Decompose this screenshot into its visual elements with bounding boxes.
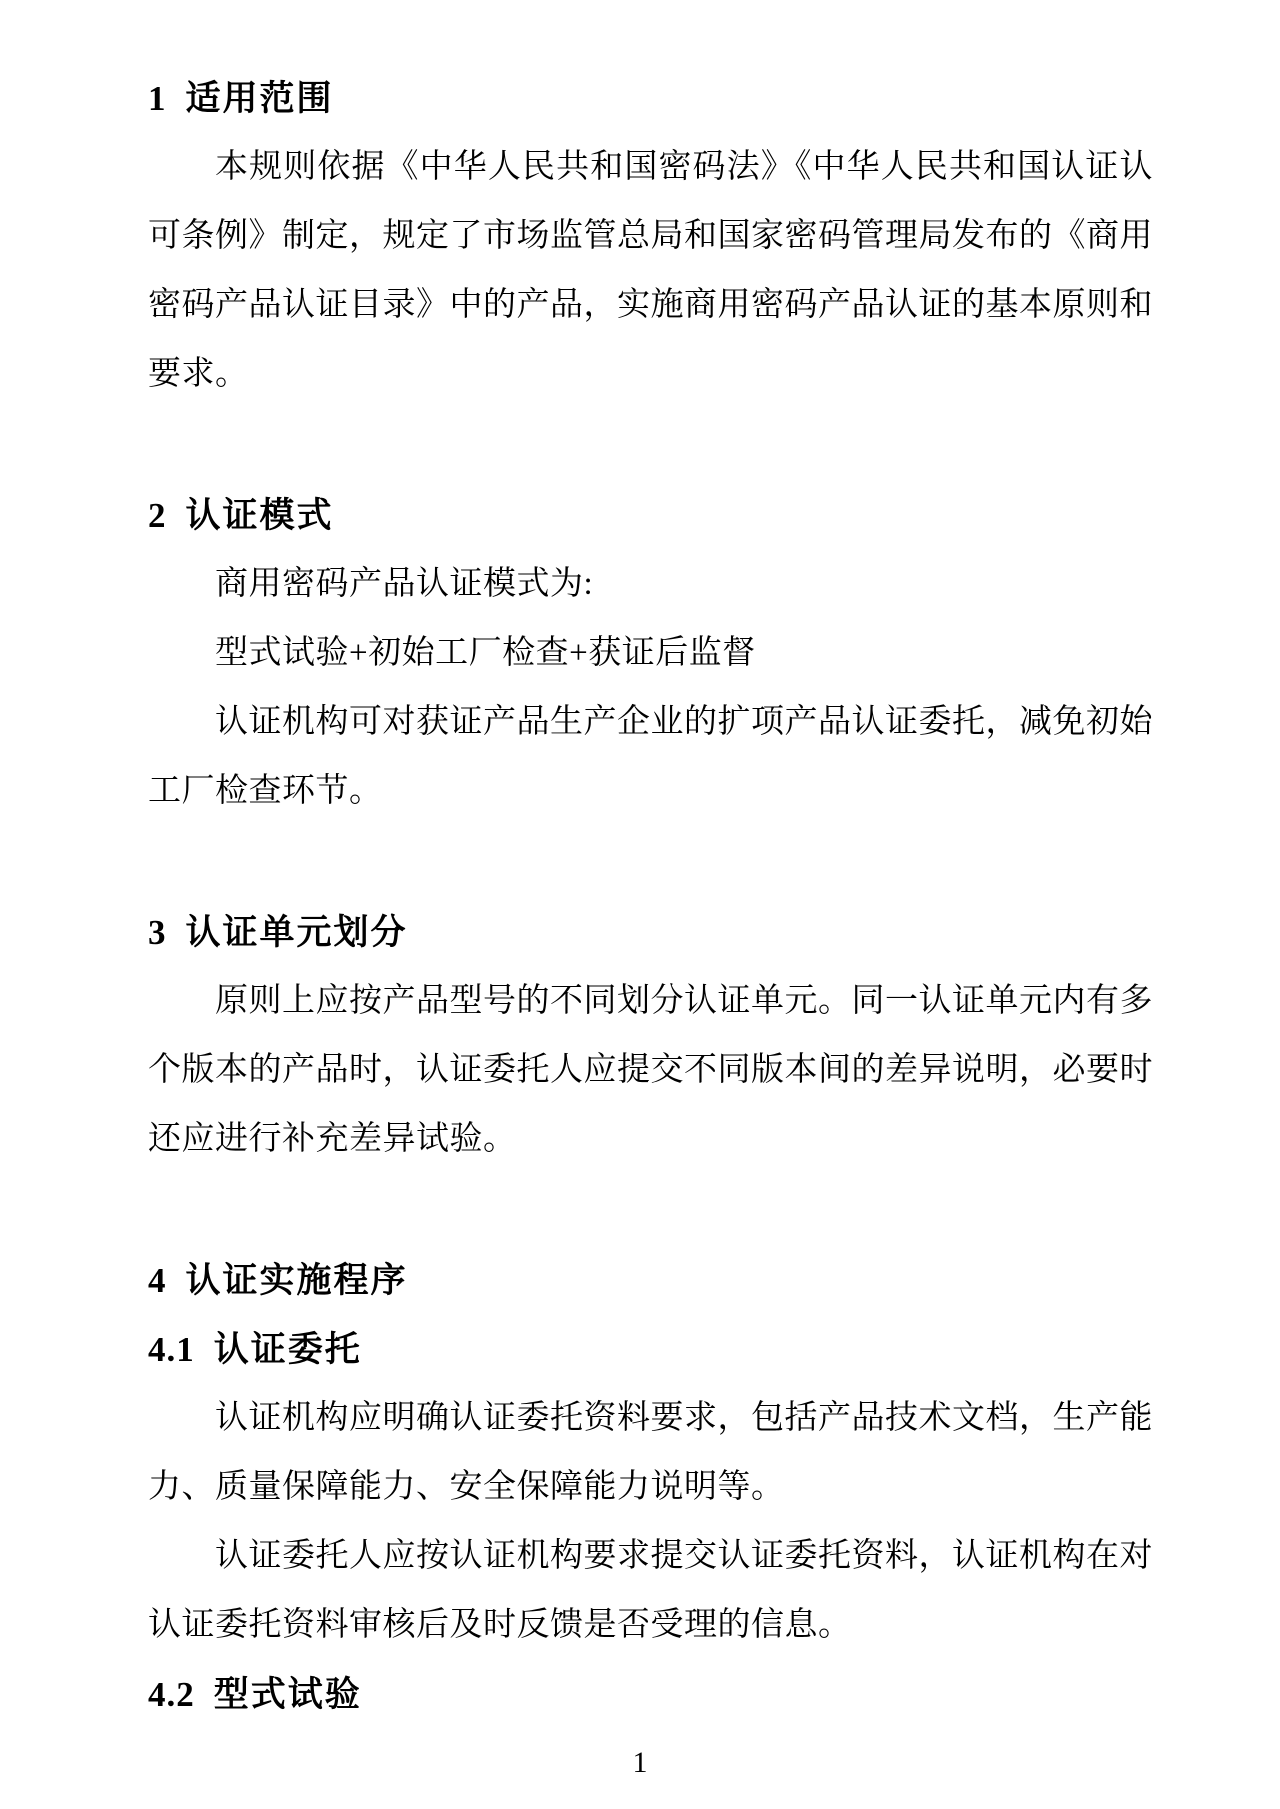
heading-title: 型式试验 [213, 1675, 362, 1714]
text-line: 型式试验+初始工厂检查+获证后监督 [215, 635, 756, 671]
heading-title: 认证委托 [213, 1330, 362, 1369]
paragraph [148, 1522, 1153, 1660]
document-body [148, 64, 1153, 1729]
paragraph [148, 550, 1153, 619]
heading-number: 3 [148, 913, 167, 952]
heading-title: 认证单元划分 [185, 913, 408, 952]
text-line: 认证委托人应按认证机构要求提交认证委托资料，认证机构在对 [215, 1538, 1153, 1574]
page-footer [0, 1741, 1280, 1785]
heading-title: 认证实施程序 [185, 1261, 408, 1300]
text-line: 商用密码产品认证模式为: [215, 566, 594, 602]
paragraph [148, 619, 1153, 688]
heading-title: 认证模式 [185, 496, 334, 535]
text-line: 认证委托资料审核后及时反馈是否受理的信息。 [148, 1607, 852, 1643]
heading-2 [148, 481, 1153, 550]
text-line: 可条例》制定，规定了市场监管总局和国家密码管理局发布的《商用 [148, 218, 1153, 254]
text-line: 力、质量保障能力、安全保障能力说明等。 [148, 1469, 785, 1505]
text-line: 原则上应按产品型号的不同划分认证单元。同一认证单元内有多 [215, 983, 1153, 1019]
text-line: 认证机构应明确认证委托资料要求，包括产品技术文档，生产能 [215, 1400, 1153, 1436]
text-line: 还应进行补充差异试验。 [148, 1121, 517, 1157]
text-line: 个版本的产品时，认证委托人应提交不同版本间的差异说明，必要时 [148, 1052, 1153, 1088]
heading-number: 1 [148, 79, 167, 118]
paragraph [148, 1384, 1153, 1522]
text-line: 要求。 [148, 356, 249, 392]
paragraph [148, 967, 1153, 1174]
heading-number: 2 [148, 496, 167, 535]
heading-4.2 [148, 1660, 1153, 1729]
text-line: 本规则依据《中华人民共和国密码法》《中华人民共和国认证认 [215, 149, 1153, 185]
heading-number: 4.1 [148, 1330, 195, 1369]
heading-4 [148, 1246, 1153, 1315]
heading-3 [148, 898, 1153, 967]
text-line: 工厂检查环节。 [148, 773, 383, 809]
heading-1 [148, 64, 1153, 133]
paragraph [148, 688, 1153, 826]
heading-4.1 [148, 1315, 1153, 1384]
heading-number: 4 [148, 1261, 167, 1300]
page-number: 1 [632, 1746, 648, 1779]
heading-title: 适用范围 [185, 79, 334, 118]
heading-number: 4.2 [148, 1675, 195, 1714]
paragraph [148, 133, 1153, 409]
text-line: 认证机构可对获证产品生产企业的扩项产品认证委托，减免初始 [215, 704, 1153, 740]
text-line: 密码产品认证目录》中的产品，实施商用密码产品认证的基本原则和 [148, 287, 1153, 323]
